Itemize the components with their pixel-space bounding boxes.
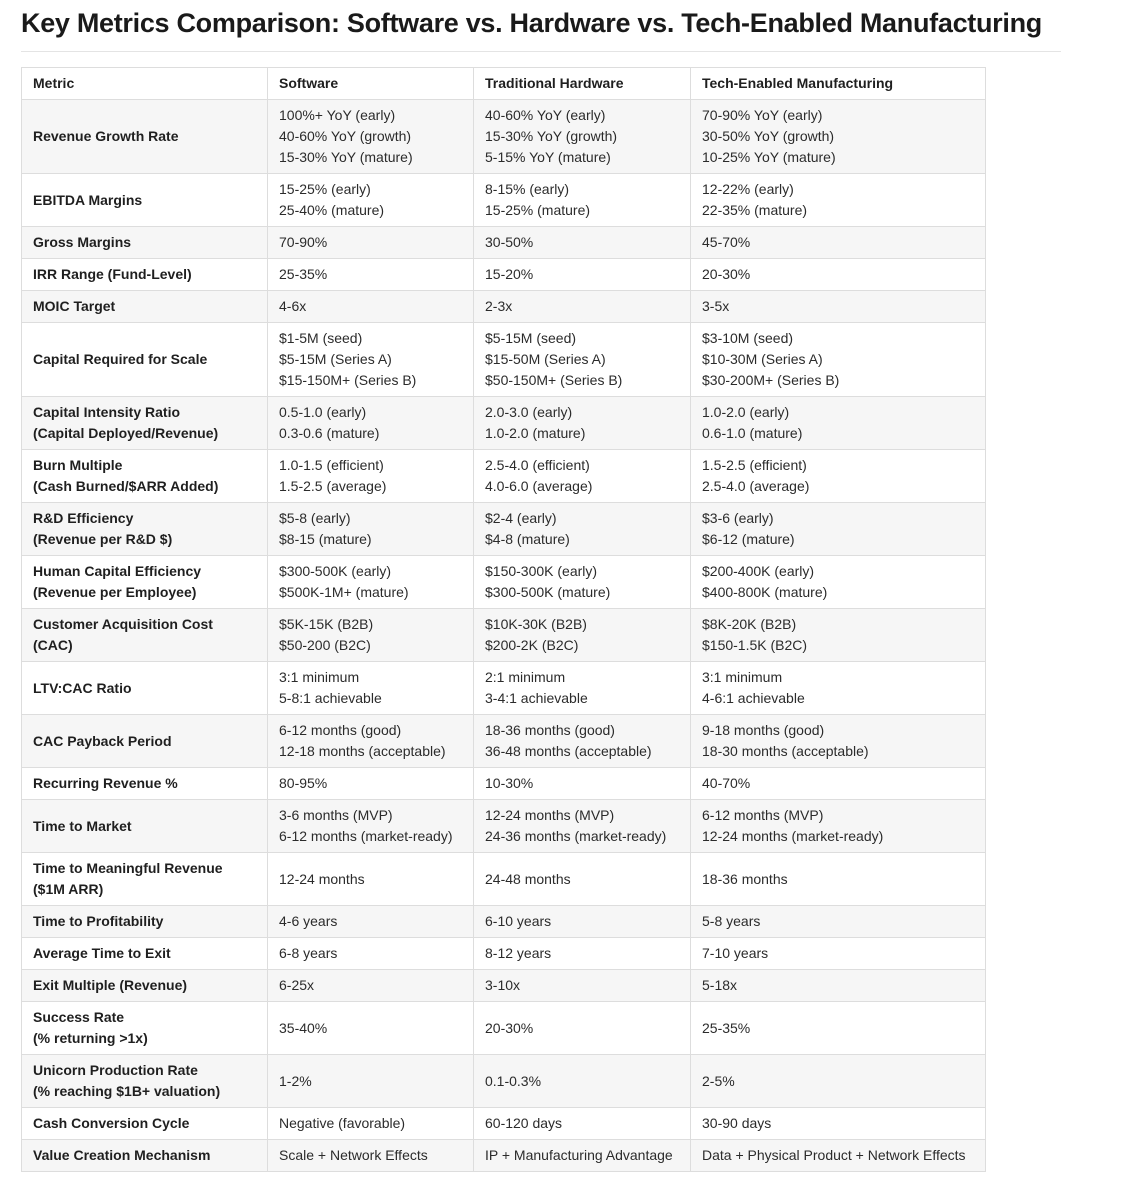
hardware-value-cell: 8-15% (early) 15-25% (mature)	[474, 174, 691, 227]
header-traditional-hardware: Traditional Hardware	[474, 68, 691, 100]
manufacturing-value-cell: 1.5-2.5 (efficient) 2.5-4.0 (average)	[691, 450, 986, 503]
software-value-cell: 12-24 months	[268, 853, 474, 906]
manufacturing-value-cell: 3-5x	[691, 291, 986, 323]
manufacturing-value-cell: 1.0-2.0 (early) 0.6-1.0 (mature)	[691, 397, 986, 450]
software-value-cell: $5K-15K (B2B) $50-200 (B2C)	[268, 609, 474, 662]
manufacturing-value-cell: 2-5%	[691, 1055, 986, 1108]
hardware-value-cell: 18-36 months (good) 36-48 months (acceptable)	[474, 715, 691, 768]
hardware-value-cell: $2-4 (early) $4-8 (mature)	[474, 503, 691, 556]
manufacturing-value-cell: 6-12 months (MVP) 12-24 months (market-ready)	[691, 800, 986, 853]
hardware-value-cell: $5-15M (seed) $15-50M (Series A) $50-150M+ (Series B)	[474, 323, 691, 397]
manufacturing-value-cell: 20-30%	[691, 259, 986, 291]
metrics-comparison-table	[21, 67, 986, 1172]
metric-name-cell: Time to Profitability	[22, 906, 268, 938]
manufacturing-value-cell: $8K-20K (B2B) $150-1.5K (B2C)	[691, 609, 986, 662]
metric-name-cell: Value Creation Mechanism	[22, 1140, 268, 1172]
metric-name-cell: IRR Range (Fund-Level)	[22, 259, 268, 291]
manufacturing-value-cell: 25-35%	[691, 1002, 986, 1055]
table-header-row	[22, 68, 986, 100]
manufacturing-value-cell: 7-10 years	[691, 938, 986, 970]
table-row	[22, 715, 986, 768]
metric-name-cell: EBITDA Margins	[22, 174, 268, 227]
table-row	[22, 450, 986, 503]
software-value-cell: 1.0-1.5 (efficient) 1.5-2.5 (average)	[268, 450, 474, 503]
table-body	[22, 100, 986, 1172]
hardware-value-cell: 10-30%	[474, 768, 691, 800]
table-row	[22, 1002, 986, 1055]
hardware-value-cell: $150-300K (early) $300-500K (mature)	[474, 556, 691, 609]
software-value-cell: 6-12 months (good) 12-18 months (acceptable)	[268, 715, 474, 768]
hardware-value-cell: $10K-30K (B2B) $200-2K (B2C)	[474, 609, 691, 662]
metric-name-cell: Customer Acquisition Cost (CAC)	[22, 609, 268, 662]
software-value-cell: 6-25x	[268, 970, 474, 1002]
metric-name-cell: CAC Payback Period	[22, 715, 268, 768]
hardware-value-cell: 24-48 months	[474, 853, 691, 906]
manufacturing-value-cell: 18-36 months	[691, 853, 986, 906]
software-value-cell: 0.5-1.0 (early) 0.3-0.6 (mature)	[268, 397, 474, 450]
table-row	[22, 556, 986, 609]
software-value-cell: 3-6 months (MVP) 6-12 months (market-ready)	[268, 800, 474, 853]
hardware-value-cell: 8-12 years	[474, 938, 691, 970]
hardware-value-cell: 40-60% YoY (early) 15-30% YoY (growth) 5-15% YoY (mature)	[474, 100, 691, 174]
hardware-value-cell: 2.0-3.0 (early) 1.0-2.0 (mature)	[474, 397, 691, 450]
metric-name-cell: Success Rate (% returning >1x)	[22, 1002, 268, 1055]
hardware-value-cell: 0.1-0.3%	[474, 1055, 691, 1108]
table-row	[22, 768, 986, 800]
hardware-value-cell: 15-20%	[474, 259, 691, 291]
software-value-cell: 80-95%	[268, 768, 474, 800]
hardware-value-cell: 30-50%	[474, 227, 691, 259]
table-row	[22, 259, 986, 291]
hardware-value-cell: 2.5-4.0 (efficient) 4.0-6.0 (average)	[474, 450, 691, 503]
table-row	[22, 397, 986, 450]
table-row	[22, 100, 986, 174]
software-value-cell: $300-500K (early) $500K-1M+ (mature)	[268, 556, 474, 609]
software-value-cell: 6-8 years	[268, 938, 474, 970]
table-row	[22, 853, 986, 906]
metric-name-cell: Time to Market	[22, 800, 268, 853]
manufacturing-value-cell: $3-10M (seed) $10-30M (Series A) $30-200M+ (Series B)	[691, 323, 986, 397]
metric-name-cell: Capital Intensity Ratio (Capital Deployed/Revenue)	[22, 397, 268, 450]
metric-name-cell: Unicorn Production Rate (% reaching $1B+ valuation)	[22, 1055, 268, 1108]
hardware-value-cell: 20-30%	[474, 1002, 691, 1055]
software-value-cell: Negative (favorable)	[268, 1108, 474, 1140]
title-divider	[21, 51, 1061, 52]
software-value-cell: 3:1 minimum 5-8:1 achievable	[268, 662, 474, 715]
manufacturing-value-cell: Data + Physical Product + Network Effects	[691, 1140, 986, 1172]
table-row	[22, 800, 986, 853]
header-tech-enabled-manufacturing: Tech-Enabled Manufacturing	[691, 68, 986, 100]
table-row	[22, 906, 986, 938]
manufacturing-value-cell: 9-18 months (good) 18-30 months (acceptable)	[691, 715, 986, 768]
metric-name-cell: MOIC Target	[22, 291, 268, 323]
software-value-cell: 100%+ YoY (early) 40-60% YoY (growth) 15-30% YoY (mature)	[268, 100, 474, 174]
metric-name-cell: Exit Multiple (Revenue)	[22, 970, 268, 1002]
software-value-cell: 4-6x	[268, 291, 474, 323]
metric-name-cell: Cash Conversion Cycle	[22, 1108, 268, 1140]
metric-name-cell: Gross Margins	[22, 227, 268, 259]
manufacturing-value-cell: 40-70%	[691, 768, 986, 800]
hardware-value-cell: 2-3x	[474, 291, 691, 323]
table-row	[22, 323, 986, 397]
manufacturing-value-cell: $200-400K (early) $400-800K (mature)	[691, 556, 986, 609]
table-row	[22, 938, 986, 970]
manufacturing-value-cell: 5-8 years	[691, 906, 986, 938]
table-row	[22, 291, 986, 323]
hardware-value-cell: 6-10 years	[474, 906, 691, 938]
hardware-value-cell: 2:1 minimum 3-4:1 achievable	[474, 662, 691, 715]
table-row	[22, 609, 986, 662]
hardware-value-cell: 60-120 days	[474, 1108, 691, 1140]
table-row	[22, 174, 986, 227]
software-value-cell: 1-2%	[268, 1055, 474, 1108]
software-value-cell: 4-6 years	[268, 906, 474, 938]
software-value-cell: 15-25% (early) 25-40% (mature)	[268, 174, 474, 227]
header-software: Software	[268, 68, 474, 100]
page-title: Key Metrics Comparison: Software vs. Hardware vs. Tech-Enabled Manufacturing	[21, 8, 1042, 38]
table-row	[22, 1108, 986, 1140]
software-value-cell: $1-5M (seed) $5-15M (Series A) $15-150M+ (Series B)	[268, 323, 474, 397]
software-value-cell: 35-40%	[268, 1002, 474, 1055]
metric-name-cell: Human Capital Efficiency (Revenue per Employee)	[22, 556, 268, 609]
metric-name-cell: Average Time to Exit	[22, 938, 268, 970]
manufacturing-value-cell: 30-90 days	[691, 1108, 986, 1140]
table-row	[22, 227, 986, 259]
manufacturing-value-cell: 12-22% (early) 22-35% (mature)	[691, 174, 986, 227]
metric-name-cell: Burn Multiple (Cash Burned/$ARR Added)	[22, 450, 268, 503]
table-row	[22, 970, 986, 1002]
table-row	[22, 662, 986, 715]
metric-name-cell: Time to Meaningful Revenue ($1M ARR)	[22, 853, 268, 906]
hardware-value-cell: 3-10x	[474, 970, 691, 1002]
table-row	[22, 1055, 986, 1108]
hardware-value-cell: 12-24 months (MVP) 24-36 months (market-ready)	[474, 800, 691, 853]
manufacturing-value-cell: 45-70%	[691, 227, 986, 259]
metric-name-cell: Capital Required for Scale	[22, 323, 268, 397]
software-value-cell: 70-90%	[268, 227, 474, 259]
manufacturing-value-cell: $3-6 (early) $6-12 (mature)	[691, 503, 986, 556]
table-row	[22, 1140, 986, 1172]
manufacturing-value-cell: 70-90% YoY (early) 30-50% YoY (growth) 10-25% YoY (mature)	[691, 100, 986, 174]
table-row	[22, 503, 986, 556]
manufacturing-value-cell: 3:1 minimum 4-6:1 achievable	[691, 662, 986, 715]
software-value-cell: $5-8 (early) $8-15 (mature)	[268, 503, 474, 556]
metric-name-cell: R&D Efficiency (Revenue per R&D $)	[22, 503, 268, 556]
software-value-cell: 25-35%	[268, 259, 474, 291]
hardware-value-cell: IP + Manufacturing Advantage	[474, 1140, 691, 1172]
metric-name-cell: LTV:CAC Ratio	[22, 662, 268, 715]
metric-name-cell: Revenue Growth Rate	[22, 100, 268, 174]
software-value-cell: Scale + Network Effects	[268, 1140, 474, 1172]
manufacturing-value-cell: 5-18x	[691, 970, 986, 1002]
header-metric: Metric	[22, 68, 268, 100]
metric-name-cell: Recurring Revenue %	[22, 768, 268, 800]
